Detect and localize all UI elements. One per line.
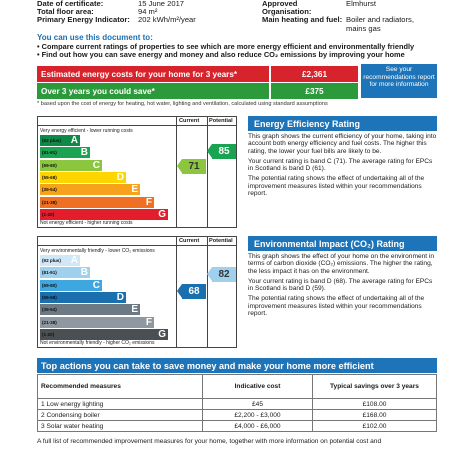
- certificate-details: [37, 0, 237, 25]
- environmental-impact-chart: [37, 236, 237, 348]
- rating-band-f: [40, 317, 154, 328]
- environment-panel-text: This graph shows the effect of your home on the environment in terms of carbon dioxide (CO₂) emissions. The higher the rating, the less impact it has on the environment. Your current rating is band D (68). The average rating for EPCs in Scotland is band D (59). The potential rating shows the effect of undertaking all of the improvement measures listed within your recommendations report.: [248, 253, 435, 318]
- rating-band-c: [40, 280, 102, 291]
- band-range: (55-68): [42, 174, 57, 180]
- current-rating-arrow: 68: [182, 284, 206, 299]
- band-range: (81-91): [42, 150, 57, 156]
- rating-band-d: [40, 292, 126, 303]
- savings-value: £375: [271, 83, 358, 99]
- table-header-row: Recommended measures Indicative cost Typical savings over 3 years: [38, 375, 437, 399]
- footer-text: A full list of recommended improvement measures for your home, together with more information on potential cost and: [37, 438, 382, 445]
- heating-row: Main heating and fuel: Boiler and radiators, mains gas: [262, 15, 414, 33]
- efficiency-panel-text: This graph shows the current efficiency of your home, taking into account both energy efficiency and fuel costs. The higher this rating, the lower your fuel bills are likely to be. Your current rating is band C (71). The average rating for EPCs in Scotland is band D (61). The potential rating shows the effect of undertaking all of the improvement measures listed within your recommendations report.: [248, 133, 437, 198]
- environment-bottom-note: Not environmentally friendly - higher CO₂ emissions: [40, 340, 155, 346]
- band-letter: E: [131, 184, 138, 196]
- band-letter: A: [70, 135, 78, 146]
- actions-table: [37, 374, 437, 432]
- floor-area-row: Total floor area: 94 m²: [37, 7, 158, 17]
- band-letter: A: [70, 255, 78, 266]
- rating-band-g: [40, 329, 168, 340]
- bullet-item: • Compare current ratings of properties to see which are more energy efficient and environmentally friendly: [37, 42, 415, 51]
- rating-band-e: [40, 184, 140, 195]
- rating-band-f: [40, 197, 154, 208]
- band-range: (1-20): [42, 331, 55, 337]
- band-letter: C: [92, 279, 100, 291]
- bullet-item: • Find out how you can save energy and money and also reduce CO₂ emissions by improving your home: [37, 50, 405, 60]
- potential-column-header: Potential: [209, 118, 233, 124]
- band-letter: G: [158, 208, 166, 220]
- table-row: 3 Solar water heating £4,000 - £6,000 £102.00: [38, 421, 437, 432]
- rating-band-a: [40, 255, 80, 266]
- savings-label: Over 3 years you could save*: [37, 83, 269, 99]
- cost-footnote: * based upon the cost of energy for heating, hot water, lighting and ventilation, calculated using standard assumptions: [37, 101, 328, 107]
- band-range: (21-38): [42, 199, 57, 205]
- estimated-cost-value: £2,361: [271, 66, 358, 82]
- rating-band-d: [40, 172, 126, 183]
- energy-efficiency-chart: [37, 116, 237, 228]
- band-range: (39-54): [42, 187, 57, 193]
- table-row: 2 Condensing boiler £2,200 - £3,000 £168.00: [38, 410, 437, 421]
- band-range: (92 plus): [42, 258, 61, 263]
- band-range: (69-80): [42, 282, 57, 288]
- band-letter: F: [145, 196, 152, 208]
- band-letter: F: [145, 316, 152, 328]
- current-rating-arrow: 71: [182, 159, 206, 174]
- rating-band-c: [40, 160, 102, 171]
- rating-band-b: [40, 267, 90, 278]
- band-letter: B: [80, 267, 88, 279]
- band-letter: B: [80, 147, 88, 159]
- estimated-cost-label: Estimated energy costs for your home for 3 years*: [37, 66, 269, 82]
- band-range: (81-91): [42, 270, 57, 276]
- table-row: 1 Low energy lighting £45 £108.00: [38, 399, 437, 410]
- current-column-header: Current: [179, 118, 200, 124]
- band-range: (39-54): [42, 307, 57, 313]
- band-letter: D: [116, 291, 124, 303]
- band-range: (92 plus): [42, 138, 61, 143]
- current-column-header: Current: [179, 238, 200, 244]
- efficiency-panel-title: Energy Efficiency Rating: [248, 116, 437, 131]
- actions-title: Top actions you can take to save money and make your home more efficient: [37, 358, 437, 373]
- rating-band-g: [40, 209, 168, 220]
- see-recommendations-box: See your recommendations report for more information: [361, 64, 437, 98]
- potential-rating-arrow: 85: [212, 144, 236, 159]
- band-range: (69-80): [42, 162, 57, 168]
- use-bullets: [37, 43, 414, 60]
- band-range: (21-38): [42, 319, 57, 325]
- energy-indicator-row: Primary Energy Indicator: 202 kWh/m²/year: [37, 15, 196, 25]
- environment-panel-title: Environmental Impact (CO₂) Rating: [248, 236, 437, 251]
- environment-top-note: Very environmentally friendly - lower CO₂ emissions: [40, 248, 155, 254]
- band-letter: G: [158, 328, 166, 340]
- rating-band-b: [40, 147, 90, 158]
- use-title: You can use this document to:: [37, 33, 153, 42]
- efficiency-bottom-note: Not energy efficient - higher running costs: [40, 220, 133, 226]
- rating-band-a: [40, 135, 80, 146]
- potential-column-header: Potential: [209, 238, 233, 244]
- efficiency-top-note: Very energy efficient - lower running costs: [40, 128, 133, 134]
- date-row: Date of certificate: 15 June 2017: [37, 0, 185, 8]
- organisation-row: Approved Organisation: Elmhurst: [262, 0, 376, 17]
- band-letter: D: [116, 171, 124, 183]
- rating-band-e: [40, 304, 140, 315]
- band-letter: C: [92, 159, 100, 171]
- band-letter: E: [131, 304, 138, 316]
- band-range: (55-68): [42, 294, 57, 300]
- organisation-details: [262, 0, 437, 33]
- potential-rating-arrow: 82: [212, 267, 236, 282]
- band-range: (1-20): [42, 211, 55, 217]
